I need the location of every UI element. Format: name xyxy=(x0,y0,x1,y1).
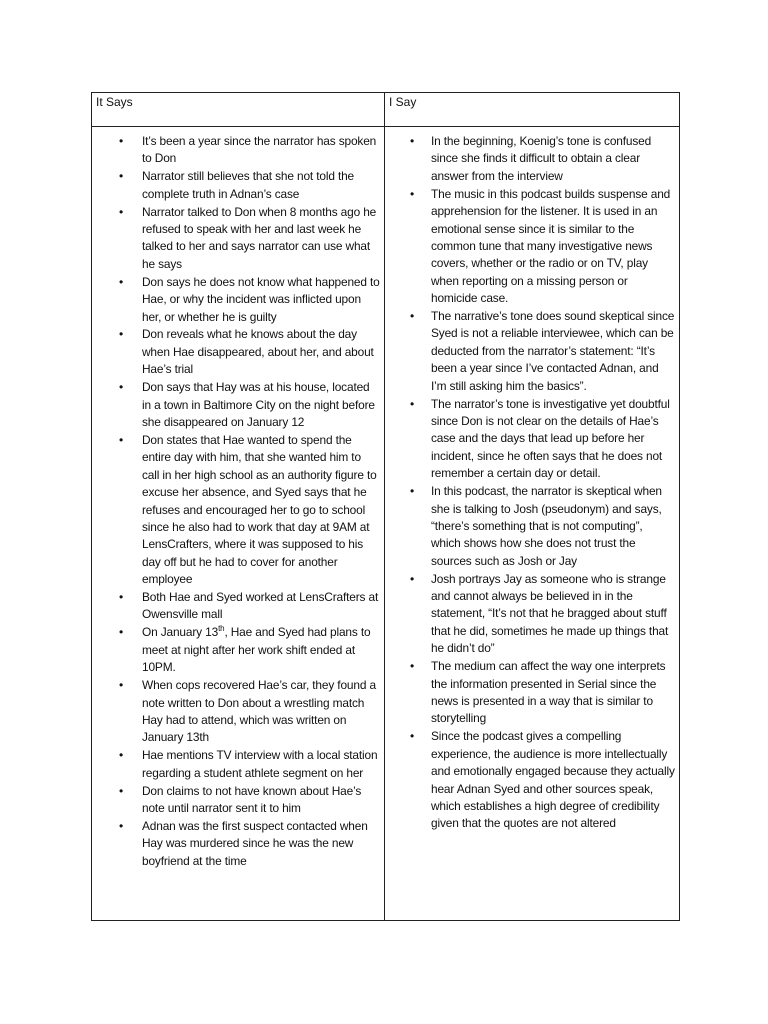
item-text: On January 13 xyxy=(142,625,219,640)
bullet-icon: • xyxy=(119,783,124,798)
bullet-icon: • xyxy=(119,134,124,148)
item-text: Don states that Hae wanted to spend the entire day with him, that she wanted him to call in her high school as an authority figure to excuse her absence, and Syed says that he refuses and encouraged her to go to school since he also had to work that day at 9AM at LensCrafters, where it was supposed to his day off but he had to cover for another employee xyxy=(142,432,377,587)
it-says-item xyxy=(92,624,380,676)
item-text: Don says that Hay was at his house, located in a town in Baltimore City on the night before she disappeared on January 12 xyxy=(142,380,375,429)
item-text: Both Hae and Syed worked at LensCrafters at Owensville mall xyxy=(142,590,379,622)
item-text: Narrator talked to Don when 8 months ago he refused to speak with her and last week he talked to her and says narrator can use what he says xyxy=(142,204,377,271)
it-says-item xyxy=(92,204,380,274)
bullet-icon: • xyxy=(410,134,415,148)
i-say-list xyxy=(385,127,679,833)
item-text: The narrative’s tone does sound skeptical since Syed is not a reliable interviewee, which can be deducted from the narrator’s statement: “It’s been a year since I’ve contacted Adnan, and I’m still asking him the basics”. xyxy=(431,309,675,393)
item-text: The music in this podcast builds suspense and apprehension for the listener. It is used in an emotional sense since it is similar to the common tune that many investigative news covers, whether or the radio or on TV, play when reporting on a missing person or homicide case. xyxy=(431,186,671,306)
it-says-item xyxy=(92,783,380,818)
bullet-icon: • xyxy=(119,678,124,693)
item-text: The medium can affect the way one interprets the information presented in Serial since the news is presented in a way that is similar to storytelling xyxy=(431,659,666,726)
i-say-item xyxy=(385,483,675,570)
i-say-item xyxy=(385,728,675,832)
bullet-icon: • xyxy=(119,380,124,395)
item-text: The narrator’s tone is investigative yet doubtful since Don is not clear on the details of Hae’s case and the days that lead up before her incident, since he often says that he does not remember a certain day or detail. xyxy=(431,396,670,481)
it-says-cell xyxy=(92,127,385,921)
bullet-icon: • xyxy=(410,186,415,201)
bullet-icon: • xyxy=(410,396,415,411)
i-say-cell xyxy=(385,127,680,921)
it-says-item xyxy=(92,274,380,326)
item-text: In this podcast, the narrator is skeptical when she is talking to Josh (pseudonym) and says, “there’s something that is not computing”, which shows how she does not trust the sources such as Josh or Jay xyxy=(431,484,662,568)
it-says-item xyxy=(92,326,380,378)
it-says-item xyxy=(92,747,380,782)
i-say-item xyxy=(385,571,675,658)
item-text: Don says he does not know what happened to Hae, or why the incident was inflicted upon her, or whether he is guilty xyxy=(142,274,380,324)
bullet-icon: • xyxy=(119,432,124,447)
i-say-item xyxy=(385,186,675,308)
it-says-item xyxy=(92,168,380,203)
it-says-item xyxy=(92,589,380,624)
bullet-icon: • xyxy=(119,625,124,640)
item-text: When cops recovered Hae’s car, they found a note written to Don about a wrestling match Hay had to attend, which was written on January 13th xyxy=(142,678,376,745)
it-says-item xyxy=(92,432,380,589)
item-text: It’s been a year since the narrator has spoken to Don xyxy=(142,134,377,166)
ordinal-suffix: th xyxy=(218,624,225,634)
document-page xyxy=(91,92,679,921)
it-says-item xyxy=(92,133,380,168)
notes-table xyxy=(91,92,680,921)
bullet-icon: • xyxy=(410,571,415,586)
bullet-icon: • xyxy=(410,484,415,499)
item-text: Hae mentions TV interview with a local station regarding a student athlete segment on her xyxy=(142,748,378,780)
i-say-item xyxy=(385,308,675,395)
item-text: Since the podcast gives a compelling experience, the audience is more intellectually and emotionally engaged because they actually hear Adnan Syed and other sources speak, which establishes a high degree of credibility given that the quotes are not altered xyxy=(431,729,675,831)
bullet-icon: • xyxy=(119,204,124,219)
item-text: Adnan was the first suspect contacted when Hay was murdered since he was the new boyfriend at the time xyxy=(142,818,368,868)
bullet-icon: • xyxy=(119,169,124,184)
bullet-icon: • xyxy=(119,274,124,289)
i-say-item xyxy=(385,396,675,483)
item-text: Don reveals what he knows about the day when Hae disappeared, about her, and about Hae’s trial xyxy=(142,327,374,377)
item-text: Josh portrays Jay as someone who is strange and cannot always be believed in in the statement, “It’s not that he bragged about stuff that he did, sometimes he made up things that he didn’t do” xyxy=(431,571,669,656)
bullet-icon: • xyxy=(119,327,124,342)
item-text: , Hae and Syed had plans to meet at night after her work shift ended at 10PM. xyxy=(142,625,371,675)
bullet-icon: • xyxy=(410,309,415,324)
item-text: In the beginning, Koenig’s tone is confused since she finds it difficult to obtain a clear answer from the interview xyxy=(431,134,652,183)
it-says-item xyxy=(92,379,380,431)
header-row xyxy=(92,93,680,127)
bullet-icon: • xyxy=(410,729,415,744)
bullet-icon: • xyxy=(410,659,415,674)
item-text: Don claims to not have known about Hae’s note until narrator sent it to him xyxy=(142,783,362,815)
header-i-say: I Say xyxy=(385,93,680,127)
it-says-item xyxy=(92,818,380,870)
content-row xyxy=(92,127,680,921)
bullet-icon: • xyxy=(119,590,124,605)
i-say-item xyxy=(385,133,675,185)
header-it-says: It Says xyxy=(92,93,385,127)
item-text: Narrator still believes that she not told the complete truth in Adnan’s case xyxy=(142,169,355,201)
it-says-item xyxy=(92,677,380,747)
it-says-list xyxy=(92,127,384,870)
bullet-icon: • xyxy=(119,748,124,763)
i-say-item xyxy=(385,658,675,728)
bullet-icon: • xyxy=(119,818,124,833)
